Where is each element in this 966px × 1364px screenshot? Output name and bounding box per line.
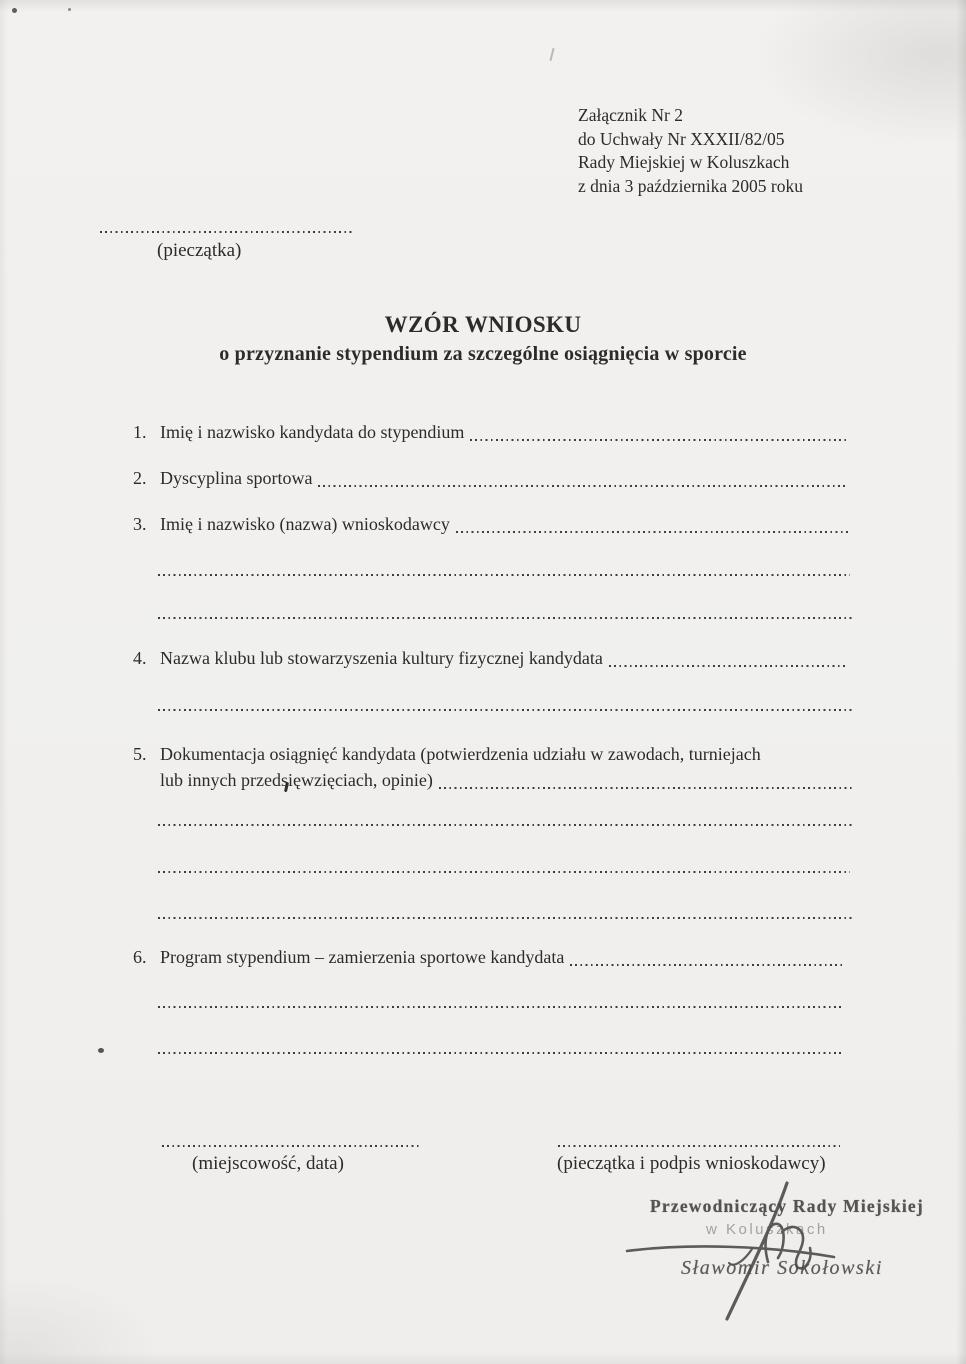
- form-title-block: [0, 312, 966, 366]
- fill-in-line: [158, 1006, 844, 1008]
- item-text: Nazwa klubu lub stowarzyszenia kultury fizycznej kandydata: [160, 648, 603, 668]
- fill-in-line: [158, 574, 850, 576]
- item-text-line-1: Dokumentacja osiągnięć kandydata (potwierdzenia udziału w zawodach, turniejach: [160, 744, 761, 764]
- form-item-3: [133, 511, 850, 537]
- stamp-placeholder-label: (pieczątka): [157, 240, 242, 261]
- fill-in-line: [439, 787, 852, 789]
- fill-in-line: [158, 871, 850, 873]
- fill-in-line: [470, 439, 848, 441]
- handwritten-signature: [580, 1170, 900, 1340]
- fill-in-line: [609, 665, 848, 667]
- item-text-line-2: lub innych przedsięwzięciach, opinie): [160, 770, 433, 790]
- attachment-line-3: Rady Miejskiej w Koluszkach: [578, 152, 790, 172]
- stamp-signature-name: Sławomir Sokołowski: [681, 1257, 884, 1279]
- scan-artifact: [68, 8, 71, 11]
- form-item-2: [133, 465, 850, 491]
- fill-in-line: [158, 617, 852, 619]
- form-item-5: [133, 741, 854, 793]
- item-number: 1.: [133, 422, 147, 442]
- item-text: Imię i nazwisko (nazwa) wnioskodawcy: [160, 514, 450, 534]
- fill-in-line: [456, 531, 848, 533]
- attachment-line-1: Załącznik Nr 2: [578, 105, 683, 125]
- attachment-header: [578, 104, 803, 198]
- fill-in-line: [158, 709, 854, 711]
- fill-in-line: [158, 1052, 842, 1054]
- place-date-line: [162, 1145, 420, 1147]
- place-date-label: (miejscowość, data): [192, 1153, 344, 1174]
- form-subtitle: o przyznanie stypendium za szczególne osiągnięcia w sporcie: [219, 343, 747, 365]
- fill-in-line: [158, 824, 852, 826]
- form-item-4: [133, 645, 850, 671]
- item-number: 2.: [133, 468, 147, 488]
- stamp-placeholder-line: [100, 231, 354, 233]
- scan-artifact: [12, 8, 17, 13]
- form-item-6: [133, 944, 846, 970]
- item-text: Dyscyplina sportowa: [160, 468, 313, 488]
- form-item-1: [133, 419, 850, 445]
- item-number: 5.: [133, 744, 147, 764]
- fill-in-line: [158, 917, 852, 919]
- item-number: 6.: [133, 947, 147, 967]
- stamp-location: w Koluszkach: [706, 1221, 828, 1238]
- item-text: Imię i nazwisko kandydata do stypendium: [160, 422, 465, 442]
- fill-in-line: [570, 964, 844, 966]
- item-text: Program stypendium – zamierzenia sportowe kandydata: [160, 947, 565, 967]
- attachment-line-4: z dnia 3 października 2005 roku: [578, 175, 803, 196]
- scan-artifact: [549, 48, 554, 61]
- attachment-line-2: do Uchwały Nr XXXII/82/05: [578, 128, 785, 149]
- item-number: 3.: [133, 514, 147, 534]
- item-number: 4.: [133, 648, 147, 668]
- scan-artifact: [98, 1048, 104, 1053]
- applicant-signature-label: (pieczątka i podpis wnioskodawcy): [557, 1153, 826, 1174]
- form-title: WZÓR WNIOSKU: [384, 312, 582, 337]
- fill-in-line: [318, 485, 848, 487]
- applicant-signature-line: [558, 1145, 840, 1147]
- stamp-chairman-title: Przewodniczący Rady Miejskiej: [650, 1196, 924, 1216]
